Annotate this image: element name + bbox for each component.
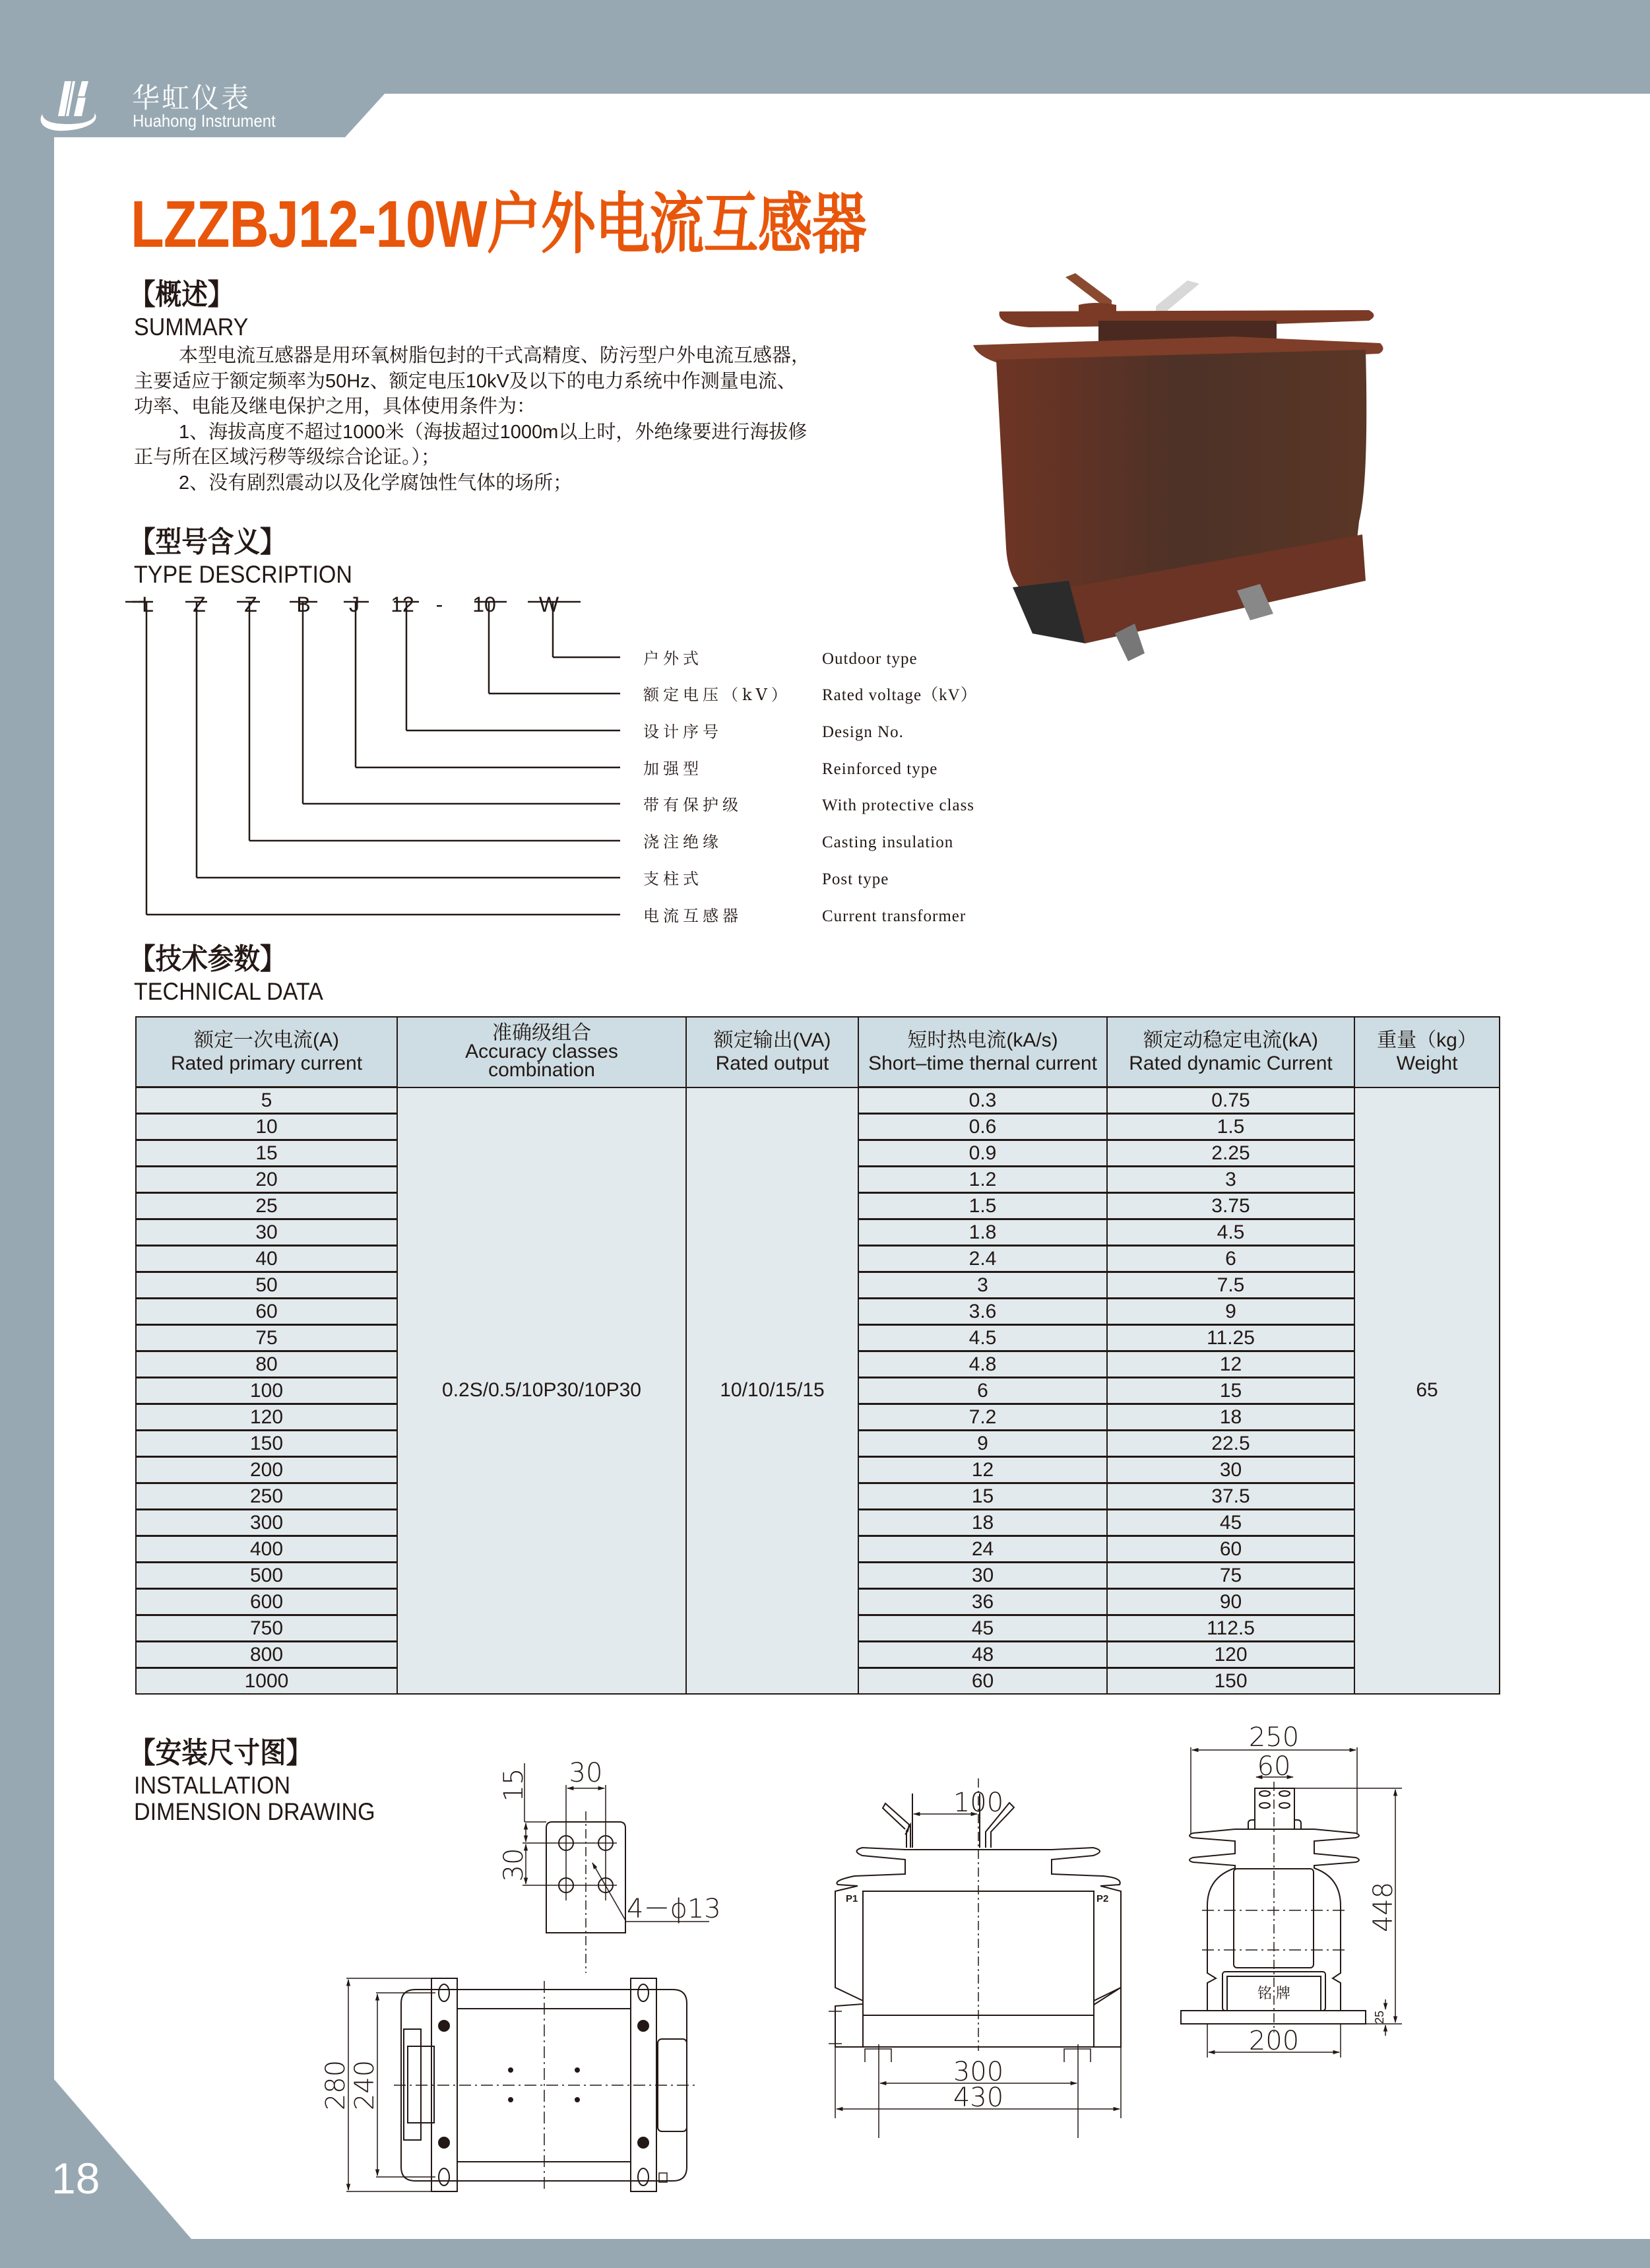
thermal-current-cell: 60 [858, 1668, 1107, 1695]
thermal-current-cell: 7.2 [858, 1404, 1107, 1431]
type-label-cn: 带有保护级 [643, 796, 742, 814]
dynamic-current-cell: 11.25 [1107, 1325, 1354, 1351]
type-label-en: Outdoor type [822, 650, 918, 668]
thermal-current-cell: 4.5 [858, 1325, 1107, 1351]
thermal-current-cell: 4.8 [858, 1351, 1107, 1378]
technical-data-table [135, 1016, 1500, 1695]
dynamic-current-cell: 45 [1107, 1510, 1354, 1536]
thermal-current-cell: 0.6 [858, 1114, 1107, 1140]
column-header: 短时热电流(kA/s) Short–time thernal current [858, 1017, 1107, 1087]
thermal-current-cell: 0.3 [858, 1087, 1107, 1114]
primary-current-cell: 75 [136, 1325, 397, 1351]
dynamic-current-cell: 0.75 [1107, 1087, 1354, 1114]
dynamic-current-cell: 4.5 [1107, 1219, 1354, 1246]
dynamic-current-cell: 37.5 [1107, 1483, 1354, 1510]
summary-line: 本型电流互感器是用环氧树脂包封的干式高精度、防污型户外电流互感器， [179, 345, 811, 366]
code-part-dash: - [435, 593, 443, 616]
technical-heading-en: TECHNICAL DATA [134, 978, 323, 1005]
primary-current-cell: 750 [136, 1615, 397, 1642]
page-title: LZZBJ12-10W户外电流互感器 [131, 187, 866, 261]
type-label-en: Current transformer [822, 907, 967, 925]
column-header: 重量（kg） Weight [1354, 1017, 1500, 1087]
dynamic-current-cell: 12 [1107, 1351, 1354, 1378]
type-label-cn: 户外式 [643, 649, 703, 668]
summary-line: 1、海拔高度不超过1000米（海拔超过1000m以上时，外绝缘要进行海拔修 [179, 421, 808, 443]
type-label-en: Design No. [822, 723, 904, 741]
primary-current-cell: 60 [136, 1299, 397, 1325]
summary-heading-en: SUMMARY [134, 313, 249, 340]
code-part-Z2: Z [244, 593, 257, 616]
code-part-12: 12 [391, 593, 414, 616]
thermal-current-cell: 30 [858, 1563, 1107, 1589]
thermal-current-cell: 1.5 [858, 1193, 1107, 1219]
dynamic-current-cell: 9 [1107, 1299, 1354, 1325]
thermal-current-cell: 24 [858, 1536, 1107, 1563]
dim-side-terminal: 60 [1257, 1751, 1291, 1782]
dynamic-current-cell: 22.5 [1107, 1431, 1354, 1457]
dim-terminal-height: 30 [499, 1848, 529, 1882]
thermal-current-cell: 3 [858, 1272, 1107, 1299]
summary-line: 正与所在区域污秽等级综合论证。）； [134, 447, 441, 468]
dim-front-overall: 430 [953, 2083, 1004, 2113]
code-part-10: 10 [472, 593, 496, 616]
primary-current-cell: 400 [136, 1536, 397, 1563]
thermal-current-cell: 9 [858, 1431, 1107, 1457]
thermal-current-cell: 6 [858, 1378, 1107, 1404]
primary-current-cell: 100 [136, 1378, 397, 1404]
thermal-current-cell: 48 [858, 1642, 1107, 1668]
thermal-current-cell: 0.9 [858, 1140, 1107, 1167]
dim-front-mount: 300 [953, 2057, 1004, 2087]
code-part-Z1: Z [193, 593, 206, 616]
dim-side-width: 250 [1248, 1722, 1300, 1753]
brand-name-en: Huahong Instrument [133, 111, 276, 131]
column-header: 额定动稳定电流(kA) Rated dynamic Current [1107, 1017, 1354, 1087]
primary-current-cell: 80 [136, 1351, 397, 1378]
thermal-current-cell: 2.4 [858, 1246, 1107, 1272]
nameplate-label: 铭 牌 [1257, 1985, 1291, 2001]
column-header: 准确级组合 Accuracy classes combination [397, 1017, 686, 1087]
dynamic-current-cell: 75 [1107, 1563, 1354, 1589]
table-header-row [136, 1017, 1500, 1087]
type-label-cn: 支柱式 [643, 870, 703, 888]
dim-terminal-top: 15 [499, 1768, 529, 1802]
primary-current-cell: 50 [136, 1272, 397, 1299]
installation-heading-line: DIMENSION DRAWING [134, 1798, 375, 1825]
page-number: 18 [51, 2154, 100, 2203]
table-row [136, 1087, 1500, 1114]
primary-current-cell: 300 [136, 1510, 397, 1536]
leader-lines [132, 602, 620, 915]
dimension-drawings [0, 1716, 1650, 2230]
column-header: 额定一次电流(A) Rated primary current [136, 1017, 397, 1087]
type-label-cn: 设计序号 [643, 723, 722, 741]
primary-current-cell: 1000 [136, 1668, 397, 1695]
summary-line: 功率、电能及继电保护之用，具体使用条件为： [134, 396, 536, 417]
dynamic-current-cell: 15 [1107, 1378, 1354, 1404]
type-label-cn: 电流互感器 [643, 907, 742, 925]
dim-top-outer: 280 [321, 2059, 351, 2111]
technical-heading-cn: 【技术参数】 [129, 943, 286, 975]
dynamic-current-cell: 3.75 [1107, 1193, 1354, 1219]
dynamic-current-cell: 2.25 [1107, 1140, 1354, 1167]
primary-current-cell: 25 [136, 1193, 397, 1219]
thermal-current-cell: 12 [858, 1457, 1107, 1483]
primary-current-cell: 30 [136, 1219, 397, 1246]
dynamic-current-cell: 60 [1107, 1536, 1354, 1563]
type-label-en: Casting insulation [822, 833, 954, 851]
type-label-en: Post type [822, 870, 889, 888]
primary-current-cell: 600 [136, 1589, 397, 1615]
dynamic-current-cell: 3 [1107, 1167, 1354, 1193]
type-label-cn: 额定电压（kV） [643, 686, 791, 704]
brand-name-cn: 华虹仪表 [132, 82, 251, 113]
thermal-current-cell: 45 [858, 1615, 1107, 1642]
installation-heading-line: INSTALLATION [134, 1772, 291, 1799]
summary-line: 2、没有剧烈震动以及化学腐蚀性气体的场所； [179, 472, 573, 494]
rated-output-cell: 10/10/15/15 [686, 1087, 858, 1695]
dim-terminal-holes: 4－ϕ13 [627, 1894, 721, 1924]
dynamic-current-cell: 6 [1107, 1246, 1354, 1272]
type-label-en: Reinforced type [822, 760, 938, 778]
dynamic-current-cell: 30 [1107, 1457, 1354, 1483]
primary-current-cell: 15 [136, 1140, 397, 1167]
installation-heading-cn: 【安装尺寸图】 [129, 1737, 313, 1769]
primary-current-cell: 120 [136, 1404, 397, 1431]
thermal-current-cell: 18 [858, 1510, 1107, 1536]
thermal-current-cell: 3.6 [858, 1299, 1107, 1325]
primary-current-cell: 250 [136, 1483, 397, 1510]
label-p2: P2 [1096, 1893, 1109, 1904]
type-label-cn: 加强型 [643, 760, 703, 778]
type-label-cn: 浇注绝缘 [643, 833, 722, 851]
summary-line: 主要适应于额定频率为50Hz、额定电压10kV及以下的电力系统中作测量电流、 [134, 370, 796, 392]
dim-terminal-width: 30 [569, 1758, 603, 1788]
thermal-current-cell: 36 [858, 1589, 1107, 1615]
column-header: 额定输出(VA) Rated output [686, 1017, 858, 1087]
code-part-W: W [538, 593, 559, 616]
dynamic-current-cell: 150 [1107, 1668, 1354, 1695]
dynamic-current-cell: 18 [1107, 1404, 1354, 1431]
summary-heading-cn: 【概述】 [129, 278, 234, 311]
accuracy-classes-cell: 0.2S/0.5/10P30/10P30 [397, 1087, 686, 1695]
weight-cell: 65 [1354, 1087, 1500, 1695]
label-p1: P1 [846, 1893, 858, 1904]
thermal-current-cell: 1.8 [858, 1219, 1107, 1246]
dynamic-current-cell: 1.5 [1107, 1114, 1354, 1140]
dim-top-inner: 240 [350, 2059, 380, 2111]
dim-front-terminal-gap: 100 [953, 1788, 1004, 1818]
code-part-L: L [142, 593, 154, 616]
code-part-J: J [349, 593, 360, 616]
dynamic-current-cell: 90 [1107, 1589, 1354, 1615]
primary-current-cell: 10 [136, 1114, 397, 1140]
primary-current-cell: 200 [136, 1457, 397, 1483]
terminal-plate-drawing [523, 1763, 709, 1973]
code-part-B: B [296, 593, 311, 616]
type-label-en: With protective class [822, 796, 975, 814]
type-heading-en: TYPE DESCRIPTION [134, 561, 352, 588]
primary-current-cell: 500 [136, 1563, 397, 1589]
thermal-current-cell: 1.2 [858, 1167, 1107, 1193]
type-label-en: Rated voltage（kV） [822, 686, 978, 704]
primary-current-cell: 5 [136, 1087, 397, 1114]
dynamic-current-cell: 7.5 [1107, 1272, 1354, 1299]
primary-current-cell: 20 [136, 1167, 397, 1193]
primary-current-cell: 800 [136, 1642, 397, 1668]
primary-current-cell: 150 [136, 1431, 397, 1457]
dynamic-current-cell: 112.5 [1107, 1615, 1354, 1642]
primary-current-cell: 40 [136, 1246, 397, 1272]
dim-side-foot: 200 [1248, 2026, 1300, 2056]
type-heading-cn: 【型号含义】 [129, 526, 286, 558]
dim-side-height: 448 [1368, 1881, 1399, 1933]
dynamic-current-cell: 120 [1107, 1642, 1354, 1668]
top-view-drawing [346, 1978, 696, 2191]
dim-side-base: 25 [1373, 2010, 1386, 2025]
thermal-current-cell: 15 [858, 1483, 1107, 1510]
